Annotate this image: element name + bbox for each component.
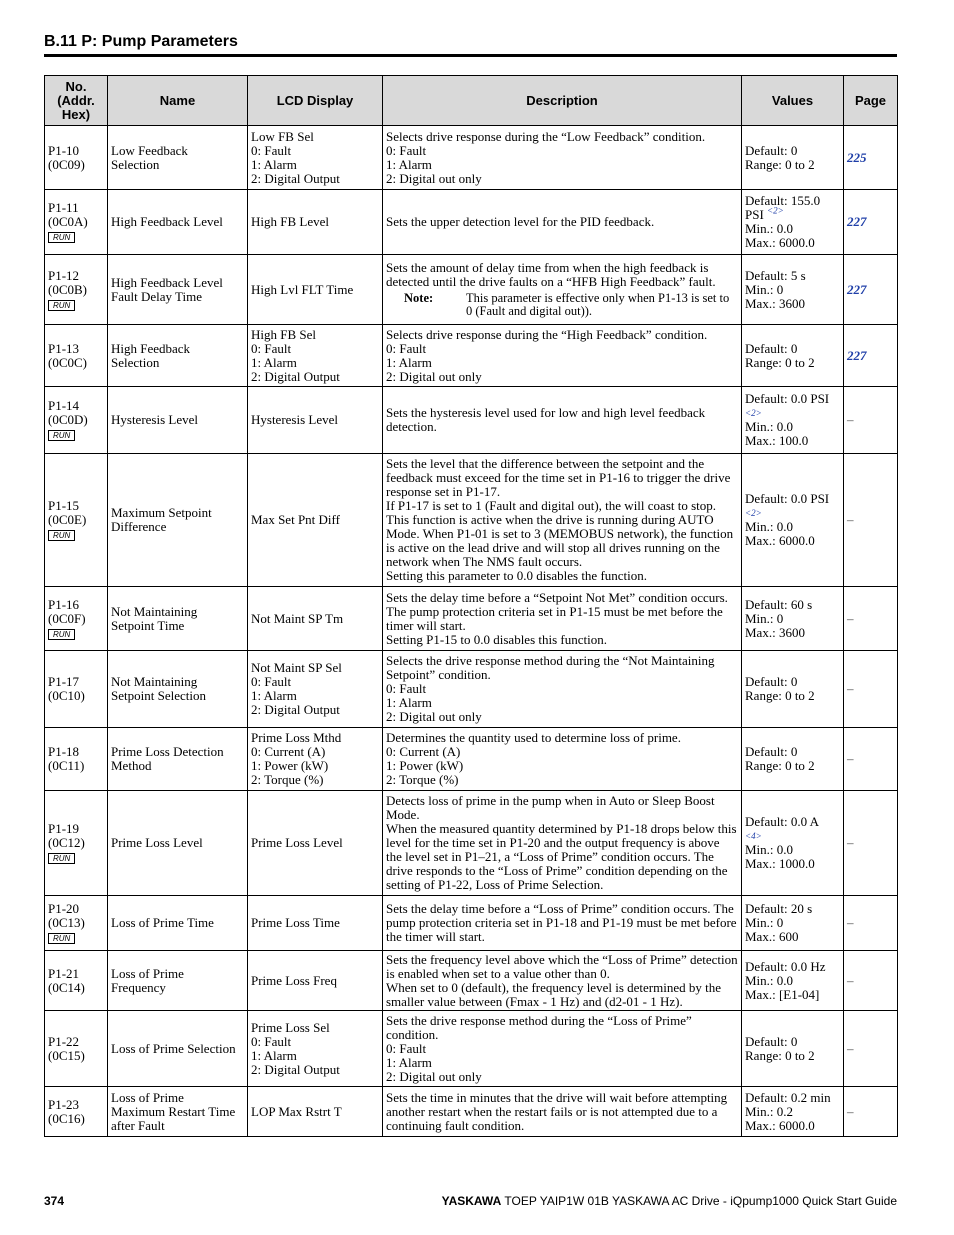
cell-description <box>383 387 742 454</box>
line-text: 0: Fault <box>251 142 292 158</box>
cell-name <box>108 728 248 791</box>
cell-lcd-display <box>248 791 383 896</box>
param-number: P1-23 <box>48 1096 80 1112</box>
value-line: Default: 0.0 Hz <box>745 958 826 974</box>
cell-values <box>742 1011 844 1087</box>
cell-number <box>45 1087 108 1137</box>
table-header-row <box>45 76 898 126</box>
description-text: Detects loss of prime in the pump when in Auto or Sleep Boost Mode. <box>386 793 715 822</box>
cell-description <box>383 651 742 728</box>
description-text: Sets the delay time before a “Setpoint Not Met” condition occurs. The pump protection criteria set in P1-15 must be met before the timer will start. <box>386 589 728 633</box>
run-badge: RUN <box>48 430 75 441</box>
cell-lcd-display <box>248 126 383 190</box>
description-text: Determines the quantity used to determine loss of prime. <box>386 730 681 745</box>
page-dash: – <box>847 1040 854 1056</box>
description-text: 1: Alarm <box>386 1054 432 1070</box>
cell-lcd-display <box>248 896 383 951</box>
line-text: High FB Level <box>251 214 329 229</box>
cell-name <box>108 325 248 387</box>
cell-values <box>742 896 844 951</box>
param-number: P1-20 <box>48 901 80 916</box>
value-line: Default: 0.0 PSI <box>745 391 830 406</box>
description-text: 1: Power (kW) <box>386 758 464 773</box>
cell-description <box>383 791 742 896</box>
value-line: Max.: 600 <box>745 929 799 944</box>
param-number: P1-13 <box>48 340 80 356</box>
run-badge: RUN <box>48 629 75 640</box>
value-line: Min.: 0.0 <box>745 842 794 857</box>
cell-description <box>383 1011 742 1087</box>
description-text: 2: Digital out only <box>386 170 482 186</box>
value-line: Min.: 0 <box>745 915 784 930</box>
cell-description <box>383 896 742 951</box>
cell-page <box>844 651 898 728</box>
value-line: Default: 0 <box>745 674 798 689</box>
cell-page[interactable] <box>844 325 898 387</box>
description-text: Sets the amount of delay time from when the high feedback is detected until the drive faults on a “HFB High Feedback” fault. <box>386 260 716 289</box>
description-text: Sets the frequency level above which the “Loss of Prime” detection is enabled when set to a value other than 0. <box>386 951 738 981</box>
value-line: Range: 0 to 2 <box>745 758 815 773</box>
value-line: Default: 0.2 min <box>745 1089 831 1105</box>
page-dash: – <box>847 1103 854 1119</box>
value-line: Range: 0 to 2 <box>745 354 815 370</box>
cell-values <box>742 951 844 1011</box>
cell-values <box>742 791 844 896</box>
page-link[interactable]: 225 <box>847 149 867 165</box>
cell-page[interactable] <box>844 255 898 325</box>
description-text: 2: Digital out only <box>386 1068 482 1084</box>
param-address: (0C09) <box>48 156 85 172</box>
line-text: 2: Digital Output <box>251 170 340 186</box>
table-row <box>45 1011 898 1087</box>
cell-name <box>108 1011 248 1087</box>
line-text: Hysteresis Level <box>111 412 199 427</box>
value-line: Range: 0 to 2 <box>745 688 815 703</box>
value-line: Default: 155.0 <box>745 193 821 208</box>
line-text: Loss of Prime Time <box>111 915 214 930</box>
param-address: (0C16) <box>48 1110 85 1126</box>
table-row <box>45 651 898 728</box>
cell-page <box>844 454 898 587</box>
description-text: 0: Fault <box>386 1040 427 1056</box>
pump-parameters-table <box>44 75 898 1137</box>
note-label: Note: <box>404 291 434 305</box>
param-address: (0C0B) <box>48 281 87 297</box>
header-page: Page <box>844 76 898 126</box>
cell-lcd-display <box>248 951 383 1011</box>
value-line: Default: 0.0 PSI <box>745 491 830 506</box>
page-link[interactable]: 227 <box>847 281 867 297</box>
description-text: Selects the drive response method during the “Not Maintaining Setpoint” condition. <box>386 653 715 682</box>
table-row <box>45 325 898 387</box>
value-line: Max.: 6000.0 <box>745 235 815 250</box>
table-row <box>45 587 898 651</box>
line-text: Setpoint Time <box>111 617 185 633</box>
param-address: (0C15) <box>48 1047 85 1063</box>
param-address: (0C0F) <box>48 610 86 626</box>
cell-values <box>742 651 844 728</box>
description-text: 1: Alarm <box>386 695 432 710</box>
page-link[interactable]: 227 <box>847 214 867 229</box>
line-text: Setpoint Selection <box>111 688 206 703</box>
line-text: Loss of Prime <box>111 965 184 981</box>
cell-number <box>45 255 108 325</box>
cell-name <box>108 951 248 1011</box>
cell-values <box>742 587 844 651</box>
reference-marker: <2> <box>745 408 762 418</box>
footer-document-title <box>442 1194 897 1208</box>
cell-description <box>383 728 742 791</box>
header-name: Name <box>108 76 248 126</box>
line-text: 0: Fault <box>251 674 292 689</box>
cell-lcd-display <box>248 728 383 791</box>
run-badge: RUN <box>48 530 75 541</box>
page-dash: – <box>847 681 854 696</box>
description-text: When the measured quantity determined by P1-18 drops below this level for the time set in P1-20 and the output frequency is above the level set in P1–21, a “Loss of Prime” condition occurs. The drive responds to the “Loss of Prime” condition depending on the setting of P1-22, Loss of Prime Selection. <box>386 821 737 892</box>
cell-name <box>108 587 248 651</box>
line-text: Loss of Prime Selection <box>111 1040 236 1056</box>
param-address: (0C0D) <box>48 412 88 427</box>
description-text: 2: Digital out only <box>386 709 482 724</box>
page-dash: – <box>847 412 854 427</box>
value-line: Max.: 100.0 <box>745 433 809 448</box>
line-text: Prime Loss Freq <box>251 972 337 988</box>
value-line: Max.: 6000.0 <box>745 533 815 548</box>
value-line: Min.: 0.0 <box>745 972 794 988</box>
reference-marker: <2> <box>767 205 784 216</box>
cell-name <box>108 126 248 190</box>
line-text: Prime Loss Level <box>251 835 343 850</box>
value-line: Max.: [E1-04] <box>745 986 820 1002</box>
description-text: Selects drive response during the “Low Feedback” condition. <box>386 128 706 144</box>
line-text: after Fault <box>111 1117 165 1133</box>
cell-name <box>108 791 248 896</box>
description-text: 0: Fault <box>386 681 427 696</box>
value-line: Default: 5 s <box>745 267 806 283</box>
line-text: 0: Fault <box>251 1033 292 1049</box>
line-text: 1: Alarm <box>251 354 297 370</box>
param-number: P1-12 <box>48 267 80 283</box>
value-line: Default: 20 s <box>745 901 813 916</box>
value-line: Default: 0 <box>745 744 798 759</box>
cell-lcd-display <box>248 587 383 651</box>
section-title: B.11 P: Pump Parameters <box>44 33 238 50</box>
cell-description <box>383 325 742 387</box>
line-text: Fault Delay Time <box>111 288 203 304</box>
table-row <box>45 255 898 325</box>
cell-name <box>108 190 248 255</box>
cell-page <box>844 387 898 454</box>
description-text: If P1-17 is set to 1 (Fault and digital out), the will coast to stop. This function is active when the drive is running during AUTO Mode. When P1-01 is set to 3 (MEMOBUS network), the function is active on the lead drive and will stop all drives running on the network when The NMS fault occurs. <box>386 498 734 569</box>
cell-number <box>45 728 108 791</box>
line-text: Prime Loss Detection <box>111 744 224 759</box>
cell-number <box>45 587 108 651</box>
description-text: Selects drive response during the “High Feedback” condition. <box>386 326 708 342</box>
value-line: Range: 0 to 2 <box>745 1047 815 1063</box>
value-line: Min.: 0 <box>745 610 784 626</box>
page-dash: – <box>847 915 854 930</box>
param-address: (0C10) <box>48 688 85 703</box>
line-text: Loss of Prime <box>111 1089 184 1105</box>
cell-description <box>383 587 742 651</box>
line-text: 0: Fault <box>251 340 292 356</box>
param-number: P1-15 <box>48 498 80 513</box>
page-dash: – <box>847 835 854 850</box>
cell-number <box>45 791 108 896</box>
param-address: (0C14) <box>48 979 85 995</box>
line-text: Difference <box>111 519 167 534</box>
line-text: Maximum Restart Time <box>111 1103 236 1119</box>
cell-values <box>742 728 844 791</box>
value-line: Min.: 0.0 <box>745 519 794 534</box>
cell-lcd-display <box>248 387 383 454</box>
cell-name <box>108 255 248 325</box>
description-text: 2: Digital out only <box>386 368 482 384</box>
line-text: Prime Loss Level <box>111 835 203 850</box>
line-text: High Lvl FLT Time <box>251 281 354 297</box>
cell-number <box>45 387 108 454</box>
line-text: High Feedback Level <box>111 214 223 229</box>
cell-number <box>45 896 108 951</box>
line-text: 1: Power (kW) <box>251 758 329 773</box>
run-badge: RUN <box>48 300 75 311</box>
line-text: Selection <box>111 156 160 172</box>
line-text: Maximum Setpoint <box>111 505 212 520</box>
line-text: Selection <box>111 354 160 370</box>
cell-number <box>45 651 108 728</box>
param-number: P1-11 <box>48 200 79 215</box>
table-row <box>45 387 898 454</box>
value-text: PSI <box>745 207 768 222</box>
line-text: 1: Alarm <box>251 156 297 172</box>
run-badge: RUN <box>48 232 75 243</box>
line-text: High Feedback <box>111 340 191 356</box>
line-text: Frequency <box>111 979 166 995</box>
value-line: Max.: 6000.0 <box>745 1117 815 1133</box>
value-line: Default: 60 s <box>745 596 813 612</box>
param-number: P1-10 <box>48 142 80 158</box>
cell-values <box>742 454 844 587</box>
param-address: (0C0A) <box>48 214 88 229</box>
line-text: 1: Alarm <box>251 1047 297 1063</box>
param-address: (0C12) <box>48 835 85 850</box>
value-line: Default: 0 <box>745 340 798 356</box>
table-row <box>45 896 898 951</box>
description-text: Sets the level that the difference between the setpoint and the feedback must exceed for the time set in P1-16 to trigger the drive response set in P1-17. <box>386 456 731 499</box>
line-text: 0: Current (A) <box>251 744 326 759</box>
cell-lcd-display <box>248 651 383 728</box>
table-row <box>45 454 898 587</box>
cell-number <box>45 1011 108 1087</box>
param-address: (0C0C) <box>48 354 87 370</box>
table-row <box>45 190 898 255</box>
run-badge: RUN <box>48 933 75 944</box>
description-text: Setting P1-15 to 0.0 disables this function. <box>386 631 607 647</box>
line-text: Prime Loss Mthd <box>251 730 342 745</box>
cell-page[interactable] <box>844 190 898 255</box>
cell-name <box>108 896 248 951</box>
value-line: Default: 0.0 A <box>745 814 820 829</box>
value-line: Min.: 0.2 <box>745 1103 794 1119</box>
line-text: 2: Digital Output <box>251 368 340 384</box>
param-number: P1-18 <box>48 744 80 759</box>
line-text: Method <box>111 758 152 773</box>
page-dash: – <box>847 610 854 626</box>
cell-description <box>383 255 742 325</box>
line-text: Not Maintaining <box>111 603 198 619</box>
page-number: 374 <box>44 1194 65 1208</box>
cell-values <box>742 1087 844 1137</box>
cell-values <box>742 255 844 325</box>
param-number: P1-16 <box>48 596 80 612</box>
param-number: P1-14 <box>48 398 80 413</box>
cell-values <box>742 126 844 190</box>
description-text: 2: Torque (%) <box>386 772 459 787</box>
header-values: Values <box>742 76 844 126</box>
cell-number <box>45 325 108 387</box>
line-text: 2: Torque (%) <box>251 772 324 787</box>
line-text: Max Set Pnt Diff <box>251 512 340 527</box>
cell-page[interactable] <box>844 126 898 190</box>
line-text: Hysteresis Level <box>251 412 339 427</box>
line-text: 2: Digital Output <box>251 1061 340 1077</box>
footer-brand: YASKAWA <box>441 1194 502 1208</box>
cell-number <box>45 454 108 587</box>
line-text: 2: Digital Output <box>251 702 340 717</box>
cell-description <box>383 190 742 255</box>
description-text: Setting this parameter to 0.0 disables the function. <box>386 568 648 583</box>
cell-lcd-display <box>248 454 383 587</box>
table-row <box>45 791 898 896</box>
value-line: Range: 0 to 2 <box>745 156 815 172</box>
title-rule <box>44 54 897 57</box>
line-text: Not Maint SP Sel <box>251 660 342 675</box>
description-text: 1: Alarm <box>386 156 432 172</box>
cell-name <box>108 387 248 454</box>
table-row <box>45 951 898 1011</box>
cell-description <box>383 454 742 587</box>
value-line: Max.: 3600 <box>745 295 805 311</box>
cell-lcd-display <box>248 190 383 255</box>
param-number: P1-19 <box>48 821 80 836</box>
header-description: Description <box>383 76 742 126</box>
cell-lcd-display <box>248 325 383 387</box>
reference-marker: <4> <box>745 831 762 841</box>
reference-marker: <2> <box>745 508 762 518</box>
value-line: Min.: 0.0 <box>745 221 794 236</box>
line-text: Prime Loss Time <box>251 915 340 930</box>
description-text: Sets the delay time before a “Loss of Prime” condition occurs. The pump protection criteria set in P1-18 and P1-19 must be met before the timer will start. <box>386 901 737 944</box>
description-text: 0: Current (A) <box>386 744 461 759</box>
cell-values <box>742 387 844 454</box>
cell-number <box>45 190 108 255</box>
value-line: Default: 0 <box>745 1033 798 1049</box>
param-address: (0C11) <box>48 758 85 773</box>
description-text: Sets the time in minutes that the drive will wait before attempting another restart when the restart fails or is not attempted due to a continuing fault condition. <box>386 1089 728 1133</box>
value-line: Default: 0 <box>745 142 798 158</box>
page-dash: – <box>847 972 854 988</box>
cell-name <box>108 1087 248 1137</box>
line-text: Low FB Sel <box>251 128 314 144</box>
page-link[interactable]: 227 <box>847 347 867 363</box>
cell-page <box>844 951 898 1011</box>
cell-page <box>844 728 898 791</box>
run-badge: RUN <box>48 853 75 864</box>
cell-number <box>45 951 108 1011</box>
value-line: Max.: 3600 <box>745 624 805 640</box>
description-text: Sets the upper detection level for the PID feedback. <box>386 214 655 229</box>
param-number: P1-17 <box>48 674 80 689</box>
value-line: Max.: 1000.0 <box>745 856 815 871</box>
cell-description <box>383 126 742 190</box>
table-row <box>45 126 898 190</box>
cell-values <box>742 325 844 387</box>
cell-page <box>844 1011 898 1087</box>
description-text: 0: Fault <box>386 142 427 158</box>
line-text: Not Maintaining <box>111 674 198 689</box>
note-text: This parameter is effective only when P1-13 is set to 0 (Fault and digital out)). <box>466 291 730 318</box>
cell-page <box>844 896 898 951</box>
cell-name <box>108 454 248 587</box>
value-line: Min.: 0 <box>745 281 784 297</box>
cell-page <box>844 587 898 651</box>
description-text: 0: Fault <box>386 340 427 356</box>
line-text: Not Maint SP Tm <box>251 610 344 626</box>
table-row <box>45 1087 898 1137</box>
cell-values <box>742 190 844 255</box>
header-lcd-display: LCD Display <box>248 76 383 126</box>
header-no: No. (Addr. Hex) <box>45 76 108 126</box>
description-text: Sets the drive response method during the “Loss of Prime” condition. <box>386 1012 692 1042</box>
cell-lcd-display <box>248 1087 383 1137</box>
cell-name <box>108 651 248 728</box>
description-text: Sets the hysteresis level used for low and high level feedback detection. <box>386 405 706 434</box>
table-row <box>45 728 898 791</box>
line-text: High Feedback Level <box>111 274 223 290</box>
line-text: LOP Max Rstrt T <box>251 1103 342 1119</box>
page-dash: – <box>847 751 854 766</box>
param-number: P1-22 <box>48 1033 80 1049</box>
description-text: When set to 0 (default), the frequency level is determined by the smaller value between (Fmax - 1 Hz) and (d2-01 - 1 Hz). <box>386 979 721 1009</box>
page-dash: – <box>847 512 854 527</box>
cell-page <box>844 1087 898 1137</box>
param-address: (0C0E) <box>48 512 87 527</box>
param-number: P1-21 <box>48 965 80 981</box>
cell-number <box>45 126 108 190</box>
cell-page <box>844 791 898 896</box>
cell-description <box>383 1087 742 1137</box>
value-line <box>745 205 840 222</box>
cell-lcd-display <box>248 255 383 325</box>
note <box>386 292 738 318</box>
line-text: High FB Sel <box>251 326 317 342</box>
param-address: (0C13) <box>48 915 85 930</box>
line-text: Prime Loss Sel <box>251 1019 330 1035</box>
footer-doc-title: TOEP YAIP1W 01B YASKAWA AC Drive - iQpump1000 Quick Start Guide <box>504 1194 897 1208</box>
line-text: Low Feedback <box>111 142 188 158</box>
value-line: Min.: 0.0 <box>745 419 794 434</box>
description-text: 1: Alarm <box>386 354 432 370</box>
cell-lcd-display <box>248 1011 383 1087</box>
cell-description <box>383 951 742 1011</box>
line-text: 1: Alarm <box>251 688 297 703</box>
